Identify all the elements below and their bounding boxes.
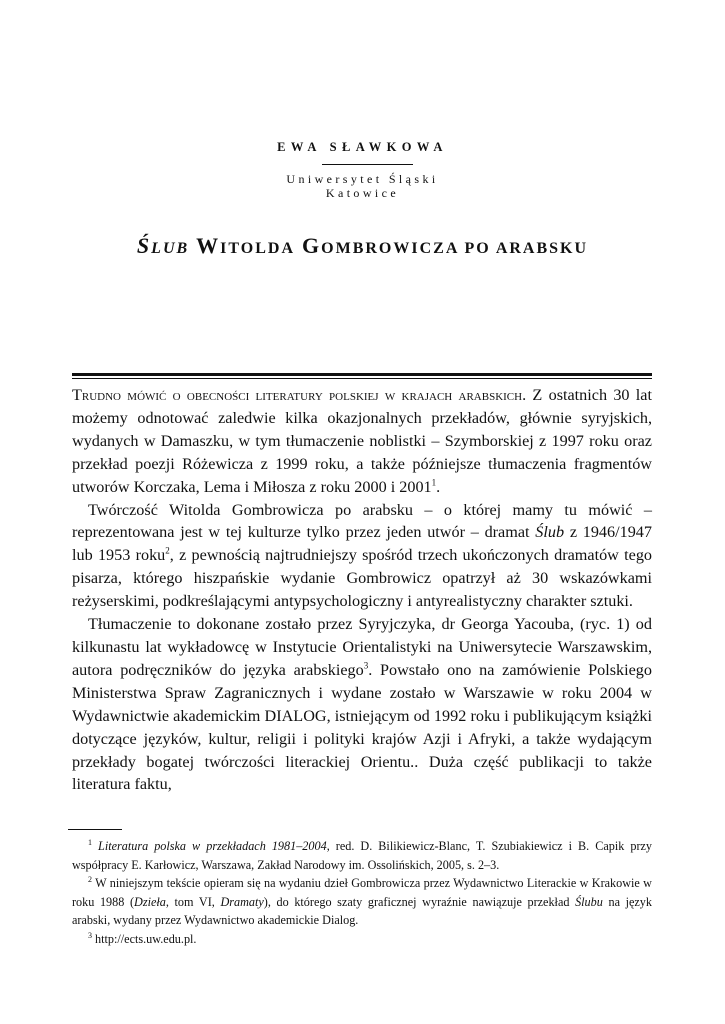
title-part: LUB	[151, 240, 190, 257]
work-title: Dzieła	[134, 894, 166, 909]
footnote	[72, 930, 652, 949]
work-title: Ślubu	[575, 894, 603, 909]
title-part: ITOLDA	[220, 240, 296, 257]
section-rule-thin	[72, 378, 652, 379]
paragraph	[72, 499, 652, 614]
footnote-text: ), do którego szaty graficznej wyraźnie nawiązuje przekład	[263, 894, 576, 909]
footnote-number: 1	[88, 837, 92, 847]
lead-in: Trudno mówić o obecności literatury polskiej w krajach arabskich.	[72, 386, 527, 404]
affiliation: Uniwersytet Śląski	[286, 172, 439, 186]
work-title: Literatura polska w przekładach 1981–2004	[98, 839, 327, 853]
footnote-text: na język arabski, wydany przez Wydawnictwo akademickie Dialog.	[72, 894, 652, 928]
paragraph-text: , z pewnością najtrudniejszy spośród trzech ukończonych dramatów tego pisarza, którego hiszpańskie wydanie Gombrowicz opatrzył aż 30 wskazówkami reżyserskimi, podkreślającymi antypsychologiczny i antyrealistyczny charakter sztuki.	[72, 546, 653, 611]
footnote-number: 3	[88, 930, 92, 940]
footnote-text: , tom VI,	[165, 894, 221, 909]
city: Katowice	[325, 186, 400, 200]
footnote	[72, 874, 652, 930]
article-body	[72, 384, 652, 796]
footnote-ref[interactable]: 2	[165, 545, 170, 556]
footnote-number: 2	[88, 875, 92, 885]
section-rule-thick	[72, 373, 652, 376]
paragraph-text: Tłumaczenie to dokonane zostało przez Syryjczyka, dr Georga Yacouba, (ryc. 1) od kilkunastu lat wykładowcę w Instytucie Orientalistyki na Uniwersytecie Warszawskim, autora podręczników do języka arabskiego	[72, 615, 652, 679]
work-title: Dramaty	[220, 894, 264, 909]
footnote-text: , red. D. Bilikiewicz-Blanc, T. Szubiakiewicz i B. Capik przy współpracy E. Karłowicz, Warszawa, Zakład Narodowy im. Ossolińskich, 2005, s. 2–3.	[72, 839, 653, 872]
paragraph-text: . Powstało ono na zamówienie Polskiego Ministerstwa Spraw Zagranicznych i wydane zostało w Warszawie w roku 2004 w Wydawnictwie akademickim DIALOG, istniejącym od 1992 roku i publikującym książki dotyczące języków, kultur, religii i polityki krajów Azji i Afryki, a także wydającym przekłady bogatej twórczości literackiej Orientu.. Duża część publikacji to także literatura faktu,	[72, 660, 652, 794]
paragraph	[72, 384, 652, 499]
paragraph	[72, 613, 652, 796]
title-part: OMBROWICZA PO ARABSKU	[321, 240, 589, 257]
author-name: EWA SŁAWKOWA	[277, 140, 448, 154]
footnote-ref[interactable]: 1	[431, 477, 437, 488]
paragraph-text: Twórczość Witolda Gombrowicza po arabsku – o której mamy tu mówić – reprezentowana jest w tej kulturze tylko przez jeden utwór – dramat	[72, 500, 652, 542]
work-title: Ślub	[535, 523, 565, 542]
footnotes	[72, 837, 652, 949]
author-divider	[322, 164, 413, 165]
paragraph-text: .	[436, 477, 441, 496]
footnote-divider	[68, 829, 122, 830]
footnote	[72, 837, 652, 874]
article-title	[0, 233, 725, 259]
title-part: G	[302, 233, 322, 258]
paragraph-text: Z ostatnich 30 lat możemy odnotować zaledwie kilka okazjonalnych przekładów, głównie syryjskich, wydanych w Damaszku, w tym tłumaczenie noblistki – Szymborskiej z 1997 roku oraz przekład poezji Różewicza z 1999 roku, a także późniejsze tłumaczenia fragmentów utworów Korczaka, Lema i Miłosza z roku 2000 i 2001	[72, 386, 652, 496]
title-part: W	[196, 233, 221, 258]
paragraph-text: z 1946/1947 lub 1953 roku	[72, 523, 652, 565]
footnote-link[interactable]: http://ects.uw.edu.pl.	[92, 931, 197, 946]
footnote-ref[interactable]: 3	[363, 660, 369, 671]
footnote-text: W niniejszym tekście opieram się na wydaniu dzieł Gombrowicza przez Wydawnictwo Literackie w Krakowie w roku 1988 (	[72, 876, 652, 909]
title-part: Ś	[136, 233, 152, 258]
